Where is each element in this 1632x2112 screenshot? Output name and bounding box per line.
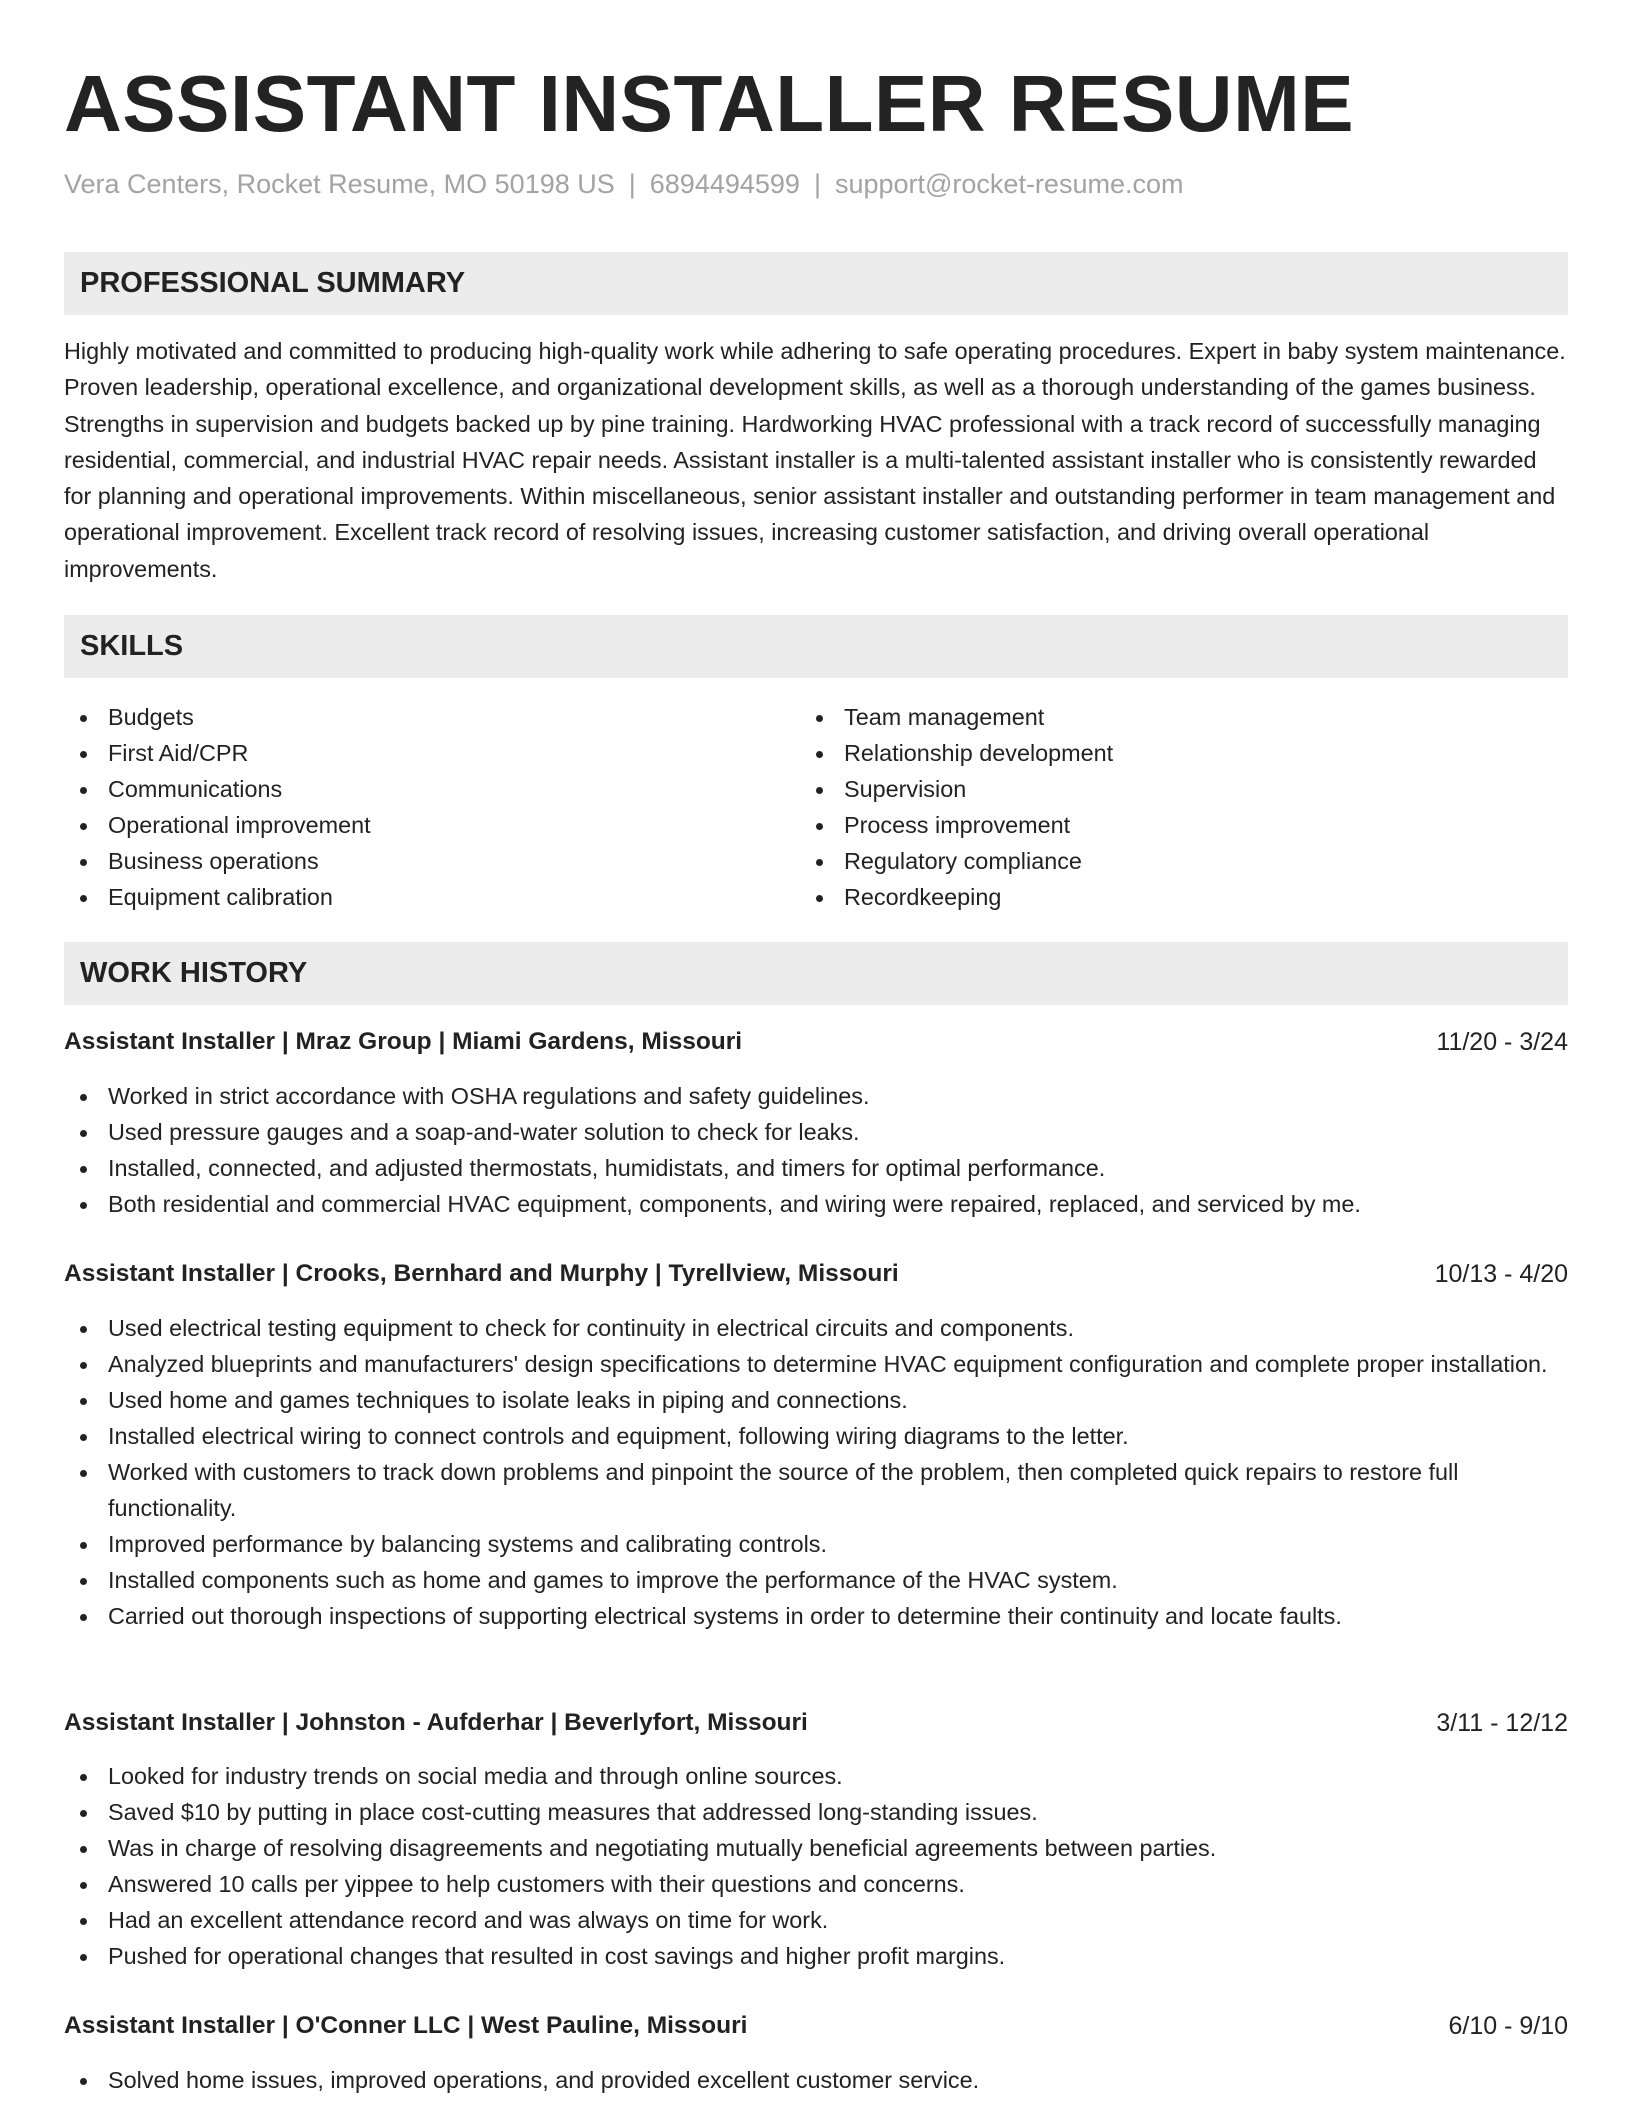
skill-item: Relationship development — [800, 735, 1113, 771]
job-bullets — [64, 2062, 1568, 2098]
skills-list-left — [64, 699, 371, 915]
job-bullets — [64, 1758, 1568, 1974]
job-bullets — [64, 1078, 1568, 1222]
job-bullet: Looked for industry trends on social media and through online sources. — [64, 1758, 1568, 1794]
skill-item: Equipment calibration — [64, 879, 371, 915]
skills-heading: SKILLS — [80, 630, 184, 662]
contact-email: support@rocket-resume.com — [834, 169, 1184, 199]
job-dates: 6/10 - 9/10 — [1448, 2012, 1568, 2040]
summary-text: Highly motivated and committed to producing high-quality work while adhering to safe operating procedures. Expert in baby system maintenance. Proven leadership, operational excellence, and organizational development skills, as well as a thorough understanding of the games business. Strengths in supervision and budgets backed up by pine training. Hardworking HVAC professional with a track record of successfully managing residential, commercial, and industrial HVAC repair needs. Assistant installer is a multi-talented assistant installer who is consistently rewarded for planning and operational improvements. Within miscellaneous, senior assistant installer and outstanding performer in team management and operational improvement. Excellent track record of resolving issues, increasing customer satisfaction, and driving overall operational improvements. — [64, 338, 1566, 582]
contact-line — [64, 166, 1183, 202]
resume-title: ASSISTANT INSTALLER RESUME — [64, 59, 1355, 148]
skill-item: Team management — [800, 699, 1113, 735]
job-bullet: Pushed for operational changes that resulted in cost savings and higher profit margins. — [64, 1938, 1568, 1974]
job-bullet: Carried out thorough inspections of supporting electrical systems in order to determine their continuity and locate faults. — [64, 1598, 1568, 1634]
job-bullet: Had an excellent attendance record and was always on time for work. — [64, 1902, 1568, 1938]
job-header — [64, 2008, 1568, 2044]
job-header — [64, 1024, 1568, 1060]
contact-separator: | — [813, 169, 821, 199]
job-bullet: Solved home issues, improved operations, and provided excellent customer service. — [64, 2062, 1568, 2098]
job-bullet: Was in charge of resolving disagreements and negotiating mutually beneficial agreements between parties. — [64, 1830, 1568, 1866]
skill-item: Recordkeeping — [800, 879, 1113, 915]
job-title: Assistant Installer | Mraz Group | Miami Gardens, Missouri — [64, 1028, 743, 1055]
skill-item: Process improvement — [800, 807, 1113, 843]
job-bullet: Improved performance by balancing systems and calibrating controls. — [64, 1526, 1568, 1562]
contact-phone: 6894494599 — [649, 169, 800, 199]
job-header — [64, 1256, 1568, 1292]
job-bullet: Used pressure gauges and a soap-and-water solution to check for leaks. — [64, 1114, 1568, 1150]
job-bullet: Analyzed blueprints and manufacturers' design specifications to determine HVAC equipment configuration and complete proper installation. — [64, 1346, 1568, 1382]
job-bullet: Both residential and commercial HVAC equipment, components, and wiring were repaired, replaced, and serviced by me. — [64, 1186, 1568, 1222]
job-bullet: Worked in strict accordance with OSHA regulations and safety guidelines. — [64, 1078, 1568, 1114]
job-bullet: Answered 10 calls per yippee to help customers with their questions and concerns. — [64, 1866, 1568, 1902]
skill-item: First Aid/CPR — [64, 735, 371, 771]
skill-item: Operational improvement — [64, 807, 371, 843]
skill-item: Regulatory compliance — [800, 843, 1113, 879]
summary-section-header — [64, 252, 1568, 315]
job-bullets — [64, 1310, 1568, 1634]
job-dates: 10/13 - 4/20 — [1434, 1260, 1568, 1288]
job-bullet: Saved $10 by putting in place cost-cutting measures that addressed long-standing issues. — [64, 1794, 1568, 1830]
summary-heading: PROFESSIONAL SUMMARY — [80, 267, 466, 299]
job-bullet: Worked with customers to track down problems and pinpoint the source of the problem, then completed quick repairs to restore full functionality. — [64, 1454, 1568, 1526]
job-bullet: Installed components such as home and games to improve the performance of the HVAC system. — [64, 1562, 1568, 1598]
job-bullet: Used electrical testing equipment to check for continuity in electrical circuits and components. — [64, 1310, 1568, 1346]
work-history-heading: WORK HISTORY — [80, 957, 308, 989]
contact-address: Vera Centers, Rocket Resume, MO 50198 US — [64, 169, 615, 199]
job-bullet: Used home and games techniques to isolate leaks in piping and connections. — [64, 1382, 1568, 1418]
job-header — [64, 1705, 1568, 1741]
job-title: Assistant Installer | Johnston - Aufderhar | Beverlyfort, Missouri — [64, 1709, 808, 1736]
job-bullet: Installed electrical wiring to connect controls and equipment, following wiring diagrams to the letter. — [64, 1418, 1568, 1454]
skill-item: Supervision — [800, 771, 1113, 807]
skills-list-right — [800, 699, 1113, 915]
skill-item: Communications — [64, 771, 371, 807]
contact-separator: | — [628, 169, 636, 199]
job-dates: 11/20 - 3/24 — [1436, 1028, 1568, 1056]
job-title: Assistant Installer | O'Conner LLC | West Pauline, Missouri — [64, 2012, 748, 2039]
skills-section-header — [64, 615, 1568, 678]
skill-item: Budgets — [64, 699, 371, 735]
job-bullet: Installed, connected, and adjusted thermostats, humidistats, and timers for optimal performance. — [64, 1150, 1568, 1186]
skill-item: Business operations — [64, 843, 371, 879]
work-history-section-header — [64, 942, 1568, 1005]
job-title: Assistant Installer | Crooks, Bernhard and Murphy | Tyrellview, Missouri — [64, 1260, 899, 1287]
job-dates: 3/11 - 12/12 — [1436, 1709, 1568, 1737]
